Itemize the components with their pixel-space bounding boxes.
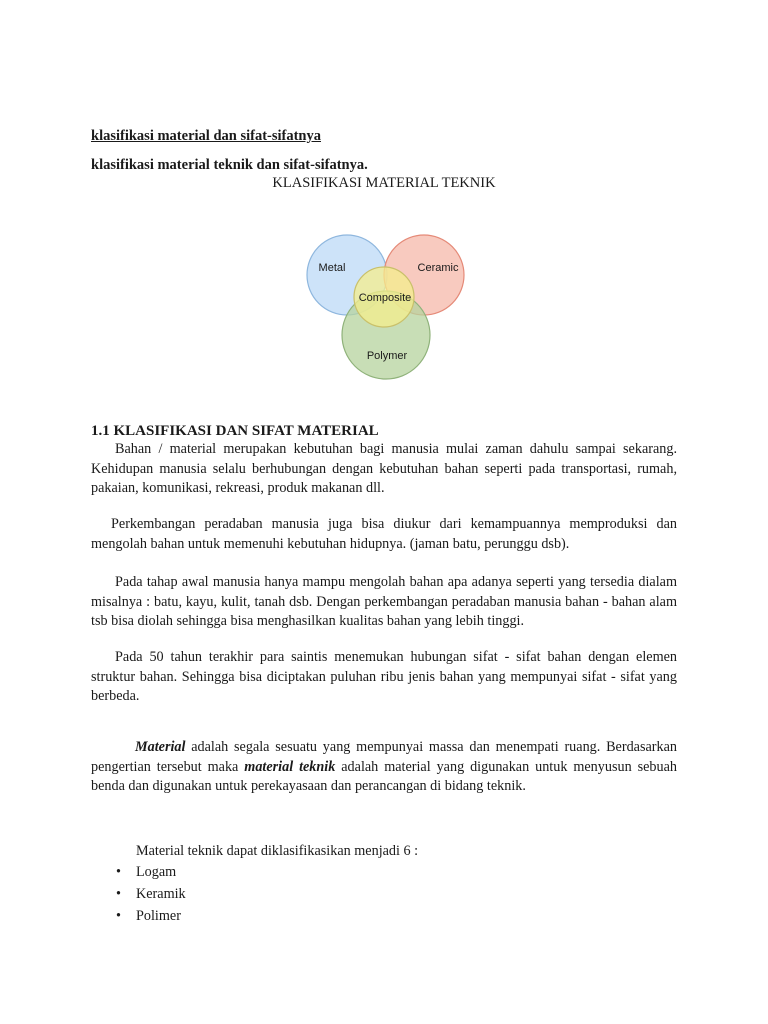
list-intro: Material teknik dapat diklasifikasikan menjadi 6 : — [136, 843, 419, 859]
material-list — [116, 861, 186, 927]
paragraph-5-text-b: adalah material yang digunakan untuk menyusun sebuah benda dan digunakan untuk perekayasaan dan perancangan di bidang teknik. — [91, 758, 677, 794]
list-item — [116, 883, 186, 905]
subtitle: klasifikasi material teknik dan sifat-sifatnya. — [91, 157, 368, 173]
list-item — [116, 905, 186, 927]
list-item-label: Polimer — [136, 908, 181, 924]
bullet-icon: • — [116, 864, 121, 880]
bullet-icon: • — [116, 886, 121, 902]
title-link[interactable]: klasifikasi material dan sifat-sifatnya — [91, 128, 321, 144]
list-item — [116, 861, 186, 883]
section-heading: 1.1 KLASIFIKASI DAN SIFAT MATERIAL — [91, 423, 379, 439]
term-material-teknik: material teknik — [244, 758, 336, 775]
center-heading: KLASIFIKASI MATERIAL TEKNIK — [272, 175, 496, 191]
paragraph-2: Perkembangan peradaban manusia juga bisa diukur dari kemampuannya memproduksi dan mengolah bahan untuk memenuhi kebutuhan hidupnya. (jaman batu, perunggu dsb). — [91, 516, 677, 552]
paragraph-5-text-a: adalah segala sesuatu yang mempunyai massa dan menempati ruang. Berdasarkan pengertian tersebut maka — [91, 739, 677, 775]
bullet-icon: • — [116, 908, 121, 924]
paragraph-5 — [91, 738, 677, 797]
paragraph-3: Pada tahap awal manusia hanya mampu mengolah bahan apa adanya seperti yang tersedia dialam misalnya : batu, kayu, kulit, tanah dsb. Dengan perkembangan peradaban manusia bahan - bahan alam tsb bisa diolah sehingga bisa menghasilkan kualitas bahan yang lebih tinggi. — [91, 574, 677, 629]
metal-label: Metal — [318, 262, 346, 274]
paragraph-4: Pada 50 tahun terakhir para saintis menemukan hubungan sifat - sifat bahan dengan elemen struktur bahan. Sehingga bisa diciptakan puluhan ribu jenis bahan yang mempunyai sifat - sifat yang berbeda. — [91, 649, 677, 704]
composite-label: Composite — [358, 292, 412, 304]
list-item-label: Keramik — [136, 886, 186, 902]
material-venn-diagram — [300, 225, 470, 385]
ceramic-label: Ceramic — [417, 262, 459, 274]
paragraph-1: Bahan / material merupakan kebutuhan bagi manusia mulai zaman dahulu sampai sekarang. Kehidupan manusia selalu berhubungan dengan kebutuhan bahan seperti pada transportasi, rumah, pakaian, komunikasi, rekreasi, produk makanan dll. — [91, 441, 677, 496]
list-item-label: Logam — [136, 864, 177, 880]
term-material: Material — [135, 739, 186, 755]
polymer-label: Polymer — [366, 350, 408, 362]
